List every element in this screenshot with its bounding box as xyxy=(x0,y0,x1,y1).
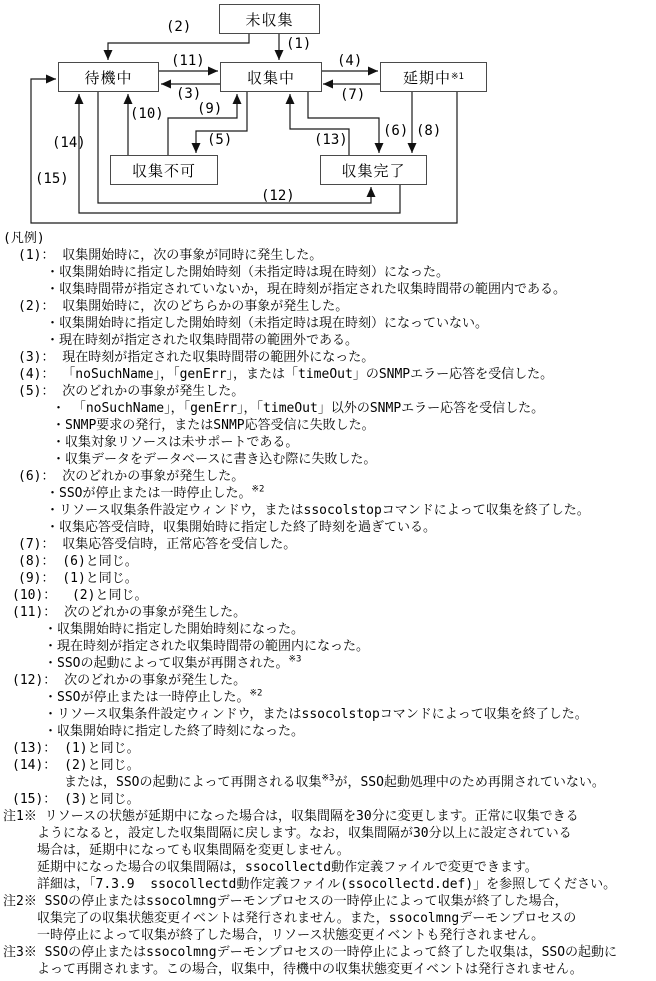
transition-label-6: (6) xyxy=(383,123,409,139)
legend-line: ・現在時刻が指定された収集時間帯の範囲内になった。 xyxy=(44,639,370,654)
state-transition-diagram xyxy=(0,0,656,230)
legend-line: (5)： 次のどれかの事象が発生した。 xyxy=(18,384,245,399)
footnote-mark: ※2 xyxy=(249,688,263,699)
transition-label-13: (13) xyxy=(314,132,348,148)
legend-line: ようになると，設定した収集間隔に戻します。なお，収集間隔が30分以上に設定されている xyxy=(37,826,572,841)
footnote-mark: ※3 xyxy=(321,773,335,784)
legend-line: ・SSOが停止または一時停止した。$^{※2}$ xyxy=(46,484,265,501)
transition-label-3: (3) xyxy=(176,86,202,102)
legend-line: ・収集開始時に指定した終了時刻になった。 xyxy=(44,724,305,739)
state-box-deferred: 延期中 ※1 xyxy=(380,62,487,92)
legend-line: ・収集応答受信時，収集開始時に指定した終了時刻を過ぎている。 xyxy=(46,520,437,535)
state-box-waiting xyxy=(58,62,159,92)
state-box-not-collected xyxy=(219,4,320,34)
legend-line: (3)： 現在時刻が指定された収集時間帯の範囲外になった。 xyxy=(18,350,375,365)
transition-label-10: (10) xyxy=(130,106,164,122)
legend-line: (7)： 収集応答受信時，正常応答を受信した。 xyxy=(18,537,297,552)
state-box-collecting xyxy=(220,62,322,92)
legend-line: (15)： (3)と同じ。 xyxy=(12,792,140,807)
transition-label-1: (1) xyxy=(286,36,312,52)
legend-line: ・収集時間帯が指定されていないか，現在時刻が指定された収集時間帯の範囲内である。 xyxy=(46,282,567,297)
legend-line: 一時停止によって収集が終了した場合，リソース状態変更イベントも発行されません。 xyxy=(37,928,545,943)
transition-arrows xyxy=(0,0,656,230)
legend-line: (14)： (2)と同じ。 xyxy=(12,758,140,773)
transition-label-9: (9) xyxy=(197,101,223,117)
state-label: 未収集 xyxy=(245,10,294,29)
transition-label-12: (12) xyxy=(261,188,295,204)
state-box-completed xyxy=(320,155,427,185)
arrow-15 xyxy=(31,79,457,223)
footnote-mark: ※3 xyxy=(288,654,302,665)
legend-line: ・リソース収集条件設定ウィンドウ，またはssocolstopコマンドによって収集を終了した。 xyxy=(46,503,590,518)
legend-line: または，SSOの起動によって再開される収集$^{※3}$が，SSO起動処理中のため再開されていない。 xyxy=(64,773,605,790)
legend-line: (4)： 「noSuchName」，「genErr」，または「timeOut」のSNMPエラー応答を受信した。 xyxy=(18,367,554,382)
state-label: 収集完了 xyxy=(341,161,406,180)
transition-label-14: (14) xyxy=(52,135,86,151)
legend-line: 注1※ リソースの状態が延期中になった場合は，収集間隔を30分に変更します。正常に収集できる xyxy=(3,809,579,824)
arrow-14 xyxy=(79,94,400,213)
legend-line: (凡例) xyxy=(3,231,45,246)
legend-line: ・SSOが停止または一時停止した。$^{※2}$ xyxy=(44,688,263,705)
legend xyxy=(0,230,656,978)
legend-line: (11)： 次のどれかの事象が発生した。 xyxy=(12,605,247,620)
transition-label-8: (8) xyxy=(416,123,442,139)
legend-line: ・収集データをデータベースに書き込む際に失敗した。 xyxy=(52,452,377,467)
legend-line: 延期中になった場合の収集間隔は，ssocollectd動作定義ファイルで変更できます。 xyxy=(37,860,538,875)
footnote-mark: ※2 xyxy=(251,484,265,495)
legend-line: (9)： (1)と同じ。 xyxy=(18,571,138,586)
transition-label-2: (2) xyxy=(166,19,192,35)
legend-line: 収集完了の収集状態変更イベントは発行されません。また，ssocolmngデーモンプロセスの xyxy=(37,911,577,926)
state-label: 待機中 xyxy=(84,68,133,87)
transition-label-5: (5) xyxy=(207,132,233,148)
legend-line: (13)： (1)と同じ。 xyxy=(12,741,140,756)
legend-line: ・SSOの起動によって収集が再開された。$^{※3}$ xyxy=(44,654,302,671)
legend-line: 注2※ SSOの停止またはssocolmngデーモンプロセスの一時停止によって収集が終了した場合， xyxy=(3,894,568,909)
legend-line: (1)： 収集開始時に，次の事象が同時に発生した。 xyxy=(18,248,323,263)
legend-line: 場合は，延期中になっても収集間隔を変更しません。 xyxy=(37,843,350,858)
legend-line: (2)： 収集開始時に，次のどちらかの事象が発生した。 xyxy=(18,299,349,314)
state-label: 収集中 xyxy=(246,68,295,87)
legend-line: ・収集開始時に指定した開始時刻（未指定時は現在時刻）になっていない。 xyxy=(46,316,489,331)
legend-line: ・収集開始時に指定した開始時刻（未指定時は現在時刻）になった。 xyxy=(46,265,450,280)
transition-label-11: (11) xyxy=(171,53,205,69)
legend-line: 注3※ SSOの停止またはssocolmngデーモンプロセスの一時停止によって終了した収集は，SSOの起動に xyxy=(3,945,618,960)
state-label: 延期中 xyxy=(403,68,452,87)
legend-line: ・SNMP要求の発行，またはSNMP応答受信に失敗した。 xyxy=(52,418,375,433)
legend-line: ・ 「noSuchName」，「genErr」，「timeOut」以外のSNMPエラー応答を受信した。 xyxy=(52,401,545,416)
transition-label-7: (7) xyxy=(340,87,366,103)
legend-line: (12)： 次のどれかの事象が発生した。 xyxy=(12,673,247,688)
legend-line: ・収集開始時に指定した開始時刻になった。 xyxy=(44,622,305,637)
legend-line: (10)： (2)と同じ。 xyxy=(12,588,148,603)
legend-line: ・現在時刻が指定された収集時間帯の範囲外である。 xyxy=(46,333,359,348)
legend-line: ・リソース収集条件設定ウィンドウ，またはssocolstopコマンドによって収集を終了した。 xyxy=(44,707,588,722)
state-label: 収集不可 xyxy=(131,161,196,180)
legend-line: (8)： (6)と同じ。 xyxy=(18,554,138,569)
transition-label-15: (15) xyxy=(35,171,69,187)
legend-line: よって再開されます。この場合，収集中，待機中の収集状態変更イベントは発行されません。 xyxy=(37,962,583,977)
transition-label-4: (4) xyxy=(337,53,363,69)
legend-line: ・収集対象リソースは未サポートである。 xyxy=(52,435,299,450)
state-box-not-collectable xyxy=(110,155,218,185)
legend-line: 詳細は，「7.3.9 ssocollectd動作定義ファイル(ssocollectd.def)」を参照してください。 xyxy=(37,877,617,892)
legend-line: (6)： 次のどれかの事象が発生した。 xyxy=(18,469,245,484)
